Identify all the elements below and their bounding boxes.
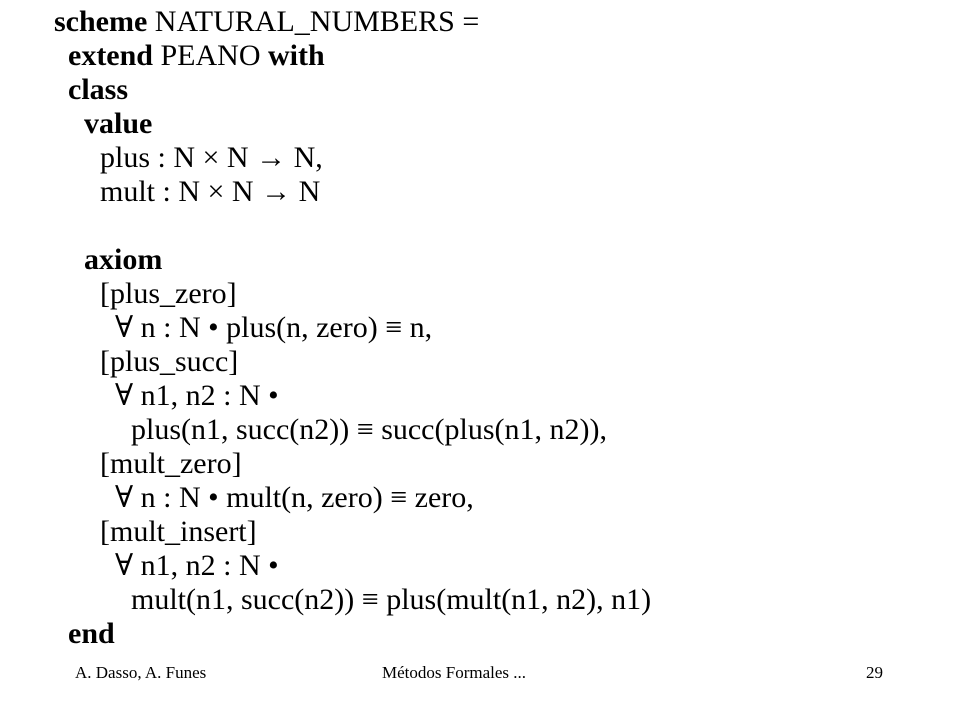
scheme-name: NATURAL_NUMBERS = [147, 5, 480, 38]
footer-title: Métodos Formales ... [382, 663, 527, 682]
axiom-name-mult-zero: [mult_zero] [100, 447, 242, 480]
footer-authors: A. Dasso, A. Funes [75, 663, 207, 682]
keyword-extend: extend [68, 39, 153, 72]
mult-signature: mult : N × N → N [100, 175, 321, 208]
keyword-end: end [68, 617, 115, 650]
keyword-axiom: axiom [84, 243, 163, 276]
axiom-body-mult-zero: ∀ n : N • mult(n, zero) ≡ zero, [115, 481, 474, 514]
axiom-name-mult-insert: [mult_insert] [100, 515, 257, 548]
axiom-body-plus-succ: plus(n1, succ(n2)) ≡ succ(plus(n1, n2)), [131, 413, 607, 446]
extended-scheme: PEANO [153, 39, 269, 72]
footer-page-number: 29 [866, 663, 883, 682]
scheme-declaration [54, 5, 479, 39]
axiom-name-plus-zero: [plus_zero] [100, 277, 237, 310]
plus-signature: plus : N × N → N, [100, 141, 323, 174]
axiom-quantifier-mult-insert: ∀ n1, n2 : N • [115, 549, 279, 582]
axiom-body-plus-zero: ∀ n : N • plus(n, zero) ≡ n, [115, 311, 433, 344]
keyword-with: with [268, 39, 325, 72]
axiom-name-plus-succ: [plus_succ] [100, 345, 239, 378]
keyword-scheme: scheme [54, 5, 148, 38]
keyword-class: class [68, 73, 128, 106]
axiom-quantifier-plus-succ: ∀ n1, n2 : N • [115, 379, 279, 412]
keyword-value: value [84, 107, 153, 140]
extend-clause [68, 39, 325, 73]
axiom-body-mult-insert: mult(n1, succ(n2)) ≡ plus(mult(n1, n2), n1) [131, 583, 652, 616]
